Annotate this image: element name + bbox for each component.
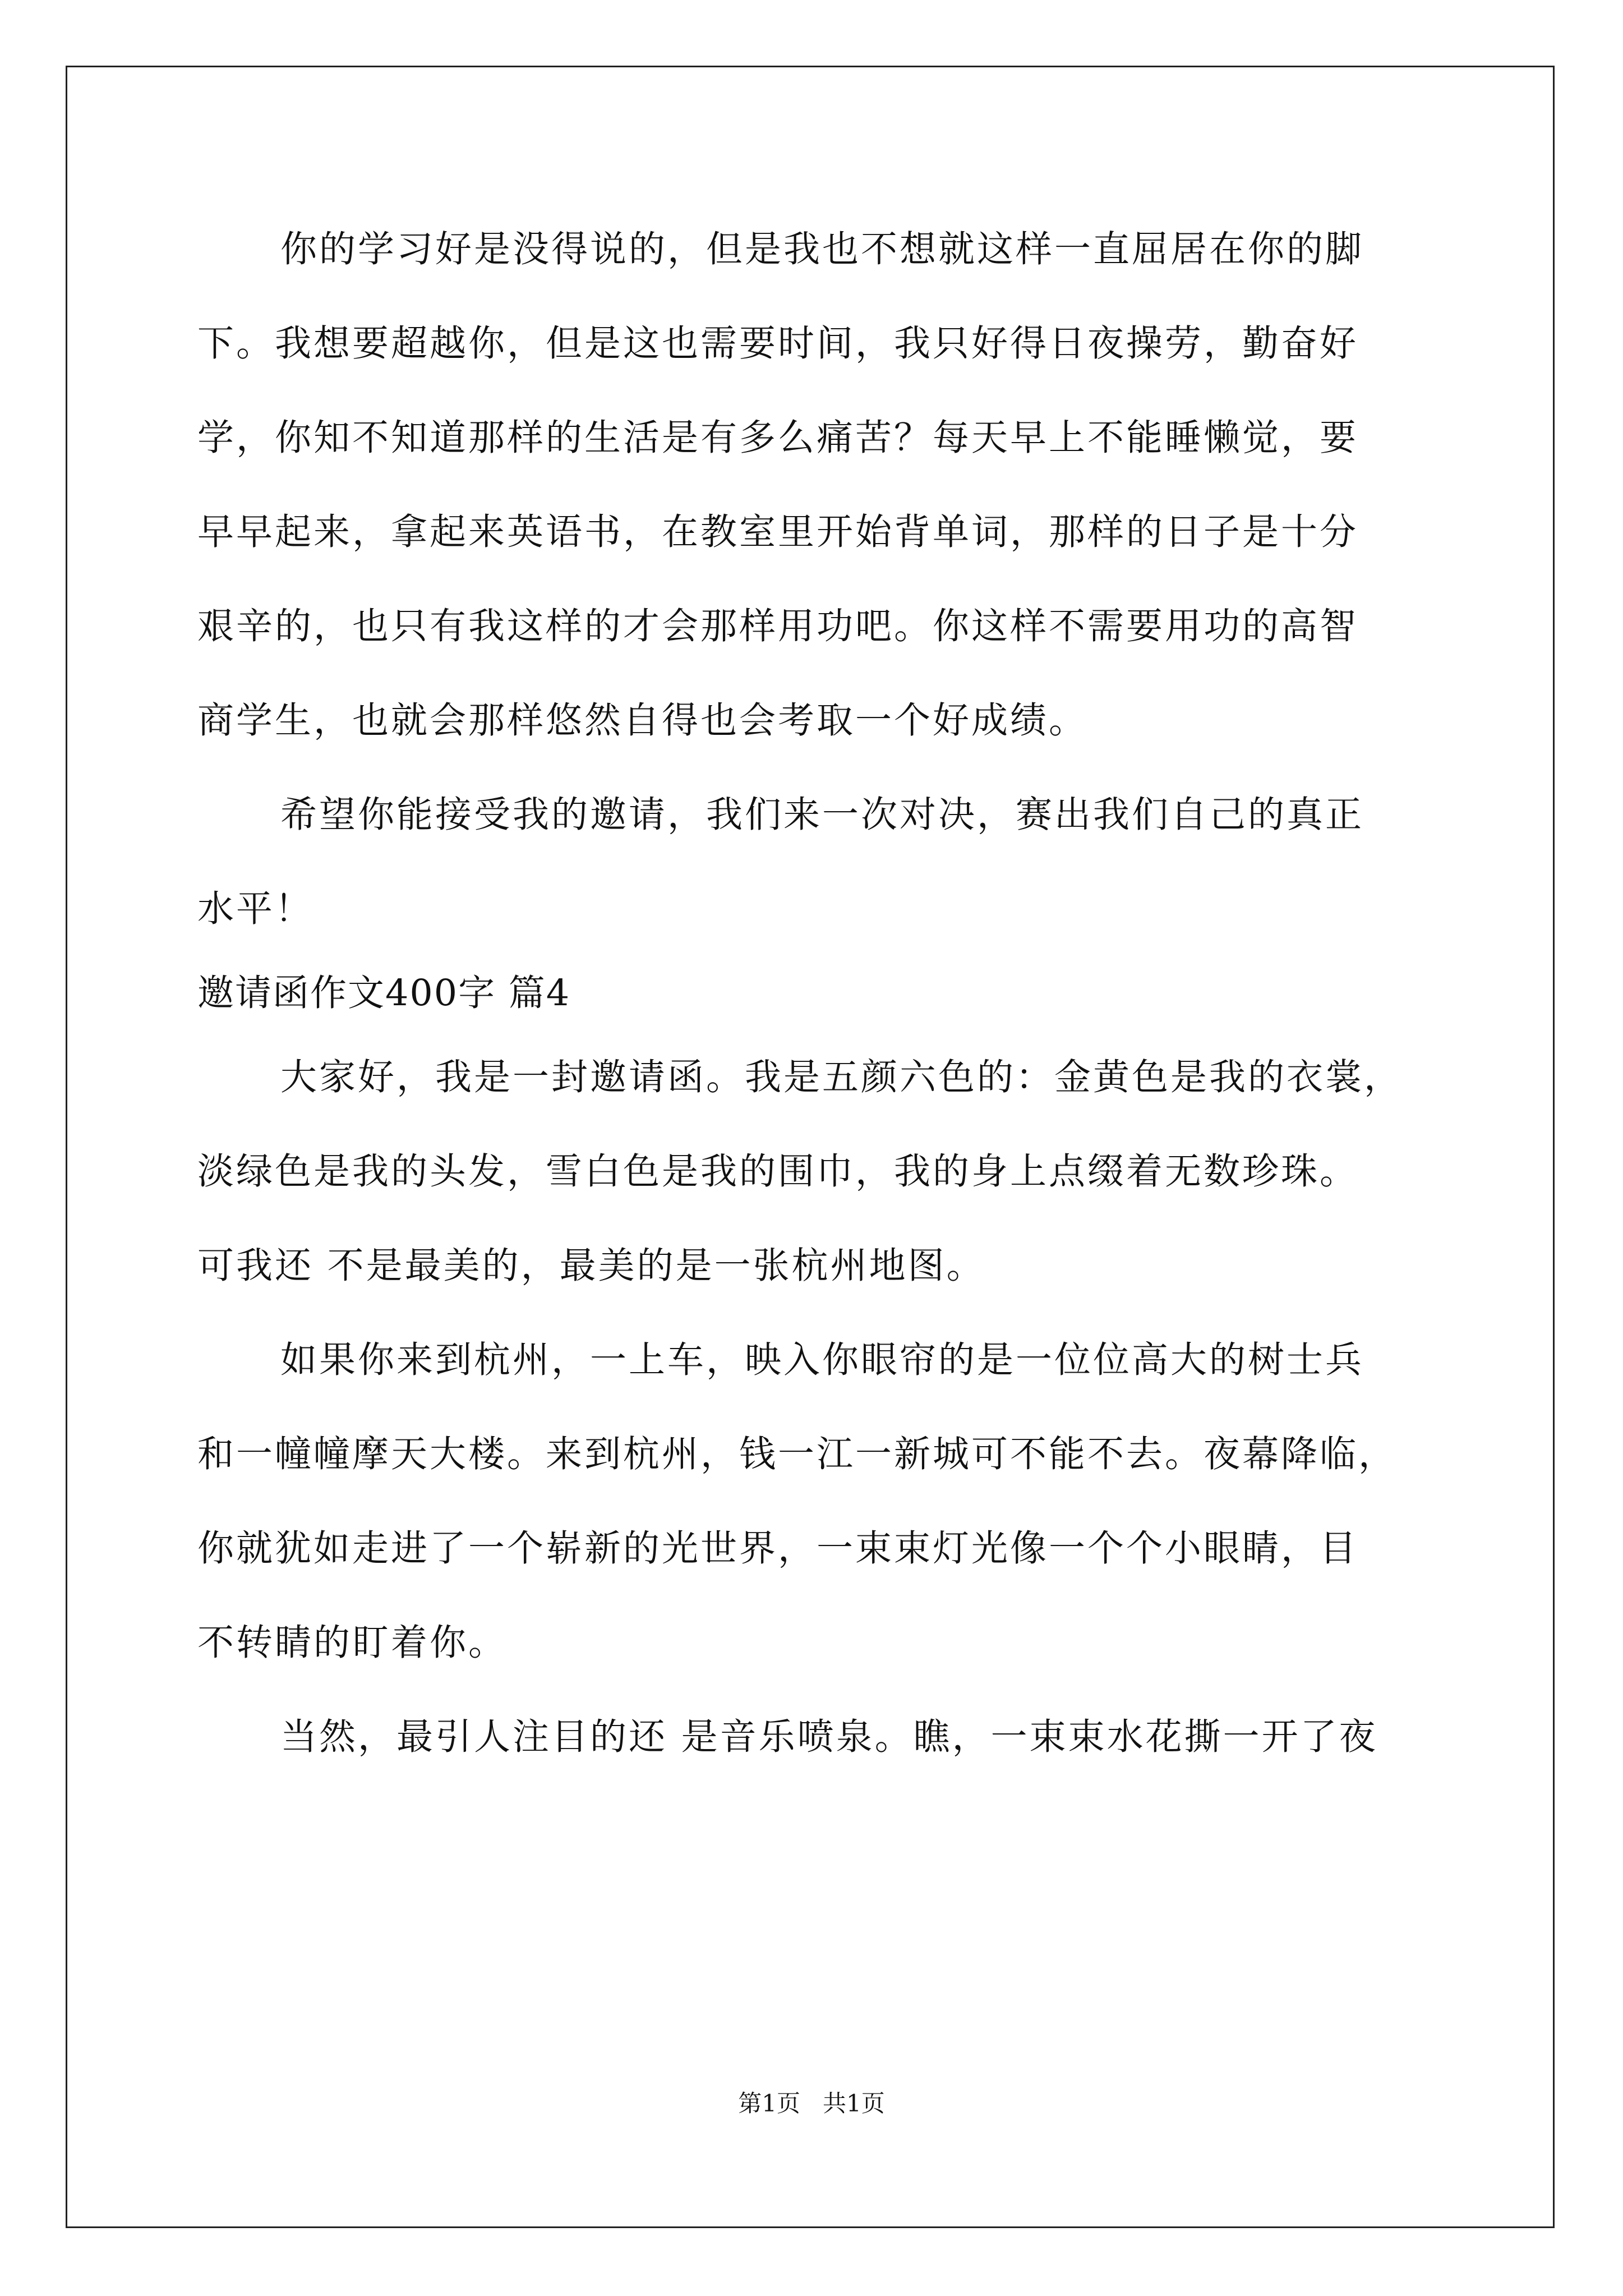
paragraph-1-line-6: 商学生，也就会那样悠然自得也会考取一个好成绩。 — [197, 700, 1088, 742]
paragraph-2-line-1: 希望你能接受我的邀请，我们来一次对决，赛出我们自己的真正 — [280, 794, 1364, 836]
paragraph-1-line-5: 艰辛的，也只有我这样的才会那样用功吧。你这样不需要用功的高智 — [197, 605, 1359, 647]
paragraph-1-line-3: 学，你知不知道那样的生活是有多么痛苦？每天早上不能睡懒觉，要 — [197, 417, 1359, 459]
paragraph-4-line-2: 和一幢幢摩天大楼。来到杭州，钱一江一新城可不能不去。夜幕降临， — [197, 1433, 1398, 1475]
paragraph-1-line-4: 早早起来，拿起来英语书，在教室里开始背单词，那样的日子是十分 — [197, 511, 1359, 553]
paragraph-4-line-3: 你就犹如走进了一个崭新的光世界，一束束灯光像一个个小眼睛，目 — [197, 1527, 1359, 1570]
paragraph-1-line-1: 你的学习好是没得说的，但是我也不想就这样一直屈居在你的脚 — [280, 228, 1364, 270]
paragraph-3-line-1: 大家好，我是一封邀请函。我是五颜六色的：金黄色是我的衣裳， — [280, 1056, 1403, 1098]
paragraph-2-line-2: 水平！ — [197, 888, 314, 930]
paragraph-4-line-4: 不转睛的盯着你。 — [197, 1622, 508, 1664]
paragraph-5-line-1: 当然，最引人注目的还 是音乐喷泉。瞧，一束束水花撕一开了夜 — [280, 1716, 1378, 1758]
paragraph-4-line-1: 如果你来到杭州，一上车，映入你眼帘的是一位位高大的树士兵 — [280, 1339, 1364, 1381]
page-footer: 第1页 共1页 — [738, 2090, 885, 2117]
paragraph-3-line-2: 淡绿色是我的头发，雪白色是我的围巾，我的身上点缀着无数珍珠。 — [197, 1151, 1359, 1193]
paragraph-1-line-2: 下。我想要超越你，但是这也需要时间，我只好得日夜操劳，勤奋好 — [197, 323, 1359, 365]
paragraph-3-line-3: 可我还 不是最美的，最美的是一张杭州地图。 — [197, 1245, 985, 1287]
section-heading: 邀请函作文400字 篇4 — [197, 972, 571, 1014]
